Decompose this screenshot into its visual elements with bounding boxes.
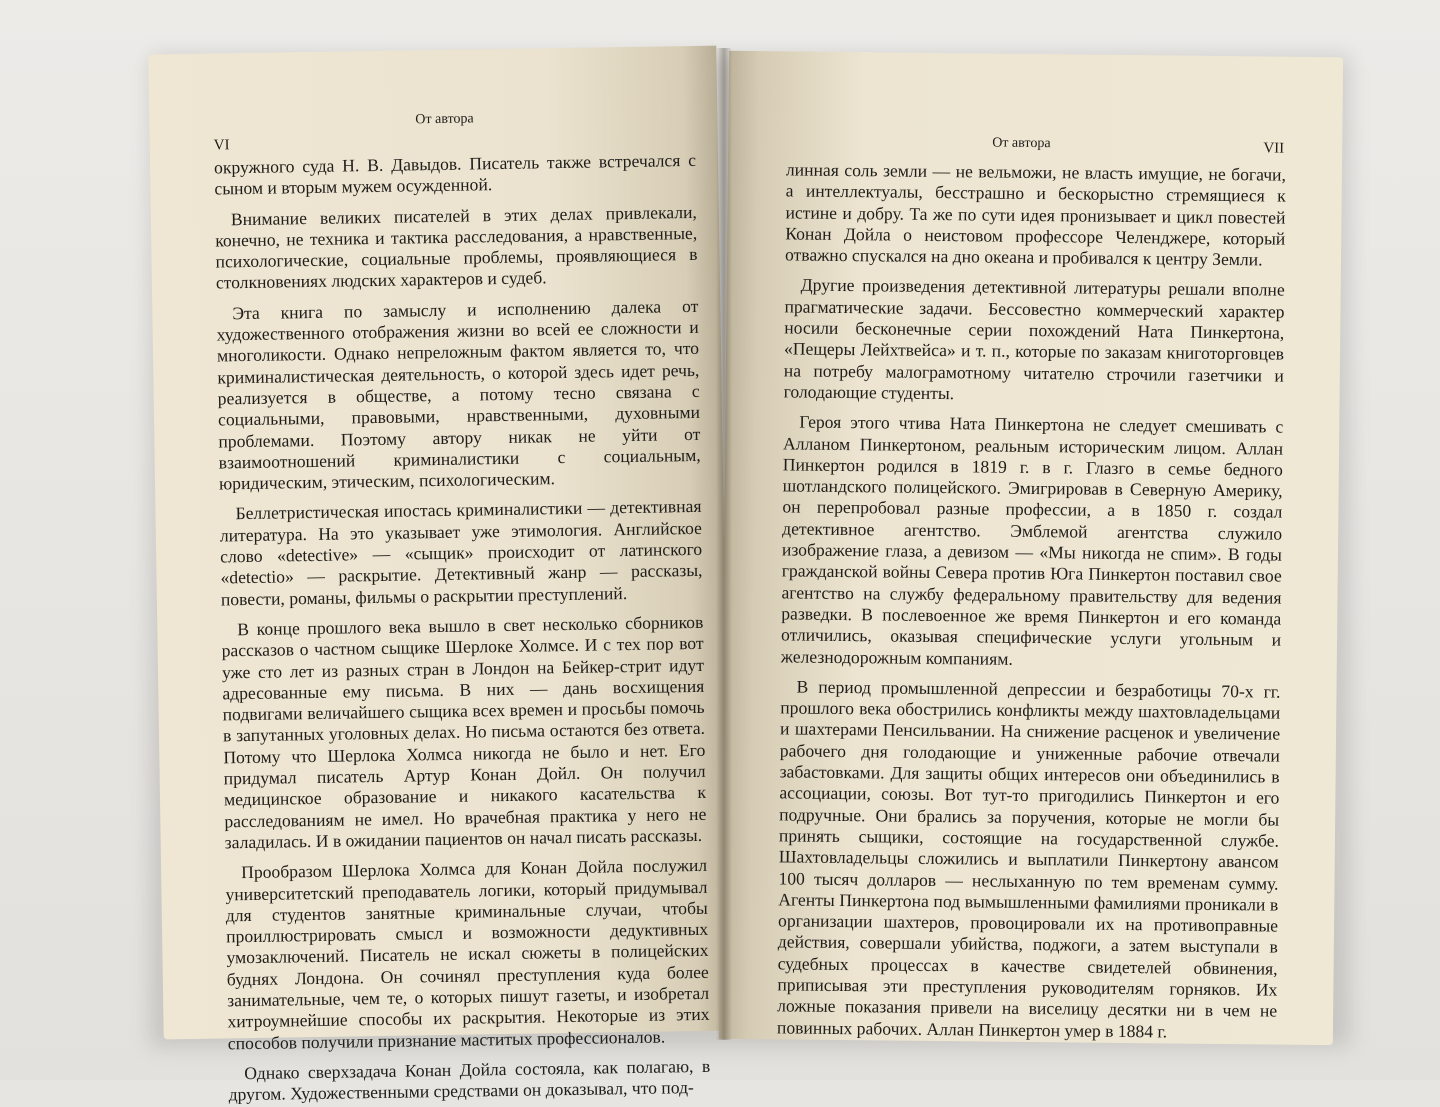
paragraph: линная соль земли — не вельможи, не власть имущие, не богачи, а интеллектуалы, бесстрашно и бескорыстно стремящиеся к истине и добру. Та же по сути идея пронизывает и цикл повестей Конан Дойла о неистовом профессоре Челенджере, который отважно спускался на дно океана и пробивался к центру Земли. xyxy=(784,159,1287,270)
paragraph: Беллетристическая ипостась криминалистики — детективная литература. На это указывает уже этимология. Английское слово «detective» — «сыщик» происходит от латинского «detectio» — раскрытие. Детективный жанр — рассказы, повести, романы, фильмы о раскрытии преступлений. xyxy=(219,496,703,610)
right-page-text xyxy=(777,159,1286,1043)
paragraph: В период промышленной депрессии и безработицы 70-х гг. прошлого века обострились конфликты между шахтовладельцами и шахтерами Пенсильвании. На снижение расценок и увеличение рабочего дня голодающие и униженные рабочие отвечали забастовками. Для защиты общих интересов они объединились в ассоциации, союзы. Вот тут-то пригодились Пинкертон и его подручные. Они брались за поручения, которые не могли бы принять сыщики, состоящие на государственной службе. Шахтовладельцы сложились и выплатили Пинкертону авансом 100 тысяч долларов — неслыханную по тем временам сумму. Агенты Пинкертона под вымышленными фамилиями проникали в организации шахтеров, провоцировали их на противоправные действия, совершали убийства, поджоги, а затем выступали в судебных процессах в качестве свидетелей обвинения, приписывая эти преступления руководителям горняков. Их ложные показания привели на виселицу десятки ни в чем не повинных рабочих. Аллан Пинкертон умер в 1884 г. xyxy=(776,676,1281,1042)
paragraph: Эта книга по замыслу и исполнению далека от художественного отображения жизни во всей ее сложности и многоликости. Однако непреложным фактом является то, что криминалистическая деятельность, о которой здесь идет речь, реализуется в обществе, а потому тесно связана с социальными, правовыми, нравственными, духовными проблемами. Поэтому автору никак не уйти от взаимоотношений криминалистики с социальным, юридическим, этическим, психологическим. xyxy=(216,295,701,494)
left-page-text xyxy=(214,150,711,1106)
right-page xyxy=(719,51,1343,1045)
right-running-head: От автора xyxy=(992,135,1051,152)
left-running-head: От автора xyxy=(415,111,474,128)
paragraph: Внимание великих писателей в этих делах привлекали, конечно, не техника и тактика расследования, а нравственные, психологические, социальные проблемы, проявляющиеся в столкновениях людских характеров и судеб. xyxy=(215,201,698,293)
paragraph: Однако сверхзадача Конан Дойла состояла, как полагаю, в другом. Художественными средствами он доказывал, что под- xyxy=(228,1055,711,1105)
paragraph: окружного суда Н. В. Давыдов. Писатель также встречался с сыном и вторым мужем осужденной. xyxy=(213,149,697,199)
book-gutter xyxy=(716,48,732,1040)
paragraph: Прообразом Шерлока Холмса для Конан Дойла послужил университетский преподаватель логики, который придумывал для студентов занятные криминальные случаи, чтобы проиллюстрировать смысл и возможности дедуктивных умозаключений. Писатель не искал сюжеты в полицейских буднях Лондона. Он сочинял преступления куда более занимательные, чем те, о которых пишут газеты, и изобретал хитроумнейшие способы их раскрытия. Некоторые из этих способов получили признание маститых профессионалов. xyxy=(225,855,710,1053)
left-page xyxy=(148,46,731,1105)
right-page-number: VII xyxy=(1263,140,1285,157)
paragraph: В конце прошлого века вышло в свет несколько сборников рассказов о частном сыщике Шерлоке Холмсе. И с тех пор вот уже сто лет из разных стран в Лондон на Бейкер-стрит идут адресованные ему письма. В них — дань восхищения подвигами величайшего сыщика всех времен и просьбы помочь в запутанных уголовных делах. Но письма остаются без ответа. Потому что Шерлока Холмса никогда не было и нет. Его придумал писатель Артур Конан Дойл. Он получил медицинское образование и никакого касательства к расследованиям не имел. Но врачебная практика у него не заладилась. И в ожидании пациентов он начал писать рассказы. xyxy=(221,611,707,853)
paragraph: Героя этого чтива Ната Пинкертона не следует смешивать с Алланом Пинкертоном, реальным историческим лицом. Аллан Пинкертон родился в 1819 г. в г. Глазго в семье бедного шотландского полицейского. Эмигрировав в Северную Америку, он перепробовал разные профессии, а в 1850 г. создал детективное агентство. Эмблемой агентства служило изображение глаза, а девизом — «Мы никогда не спим». В годы гражданской войны Севера против Юга Пинкертон поставил свое агентство на службу федеральному правительству для ведения разведки. В послевоенное же время Пинкертон и его команда отличились, оказывая специфические услуги угольным и железнодорожным компаниям. xyxy=(780,411,1284,669)
left-page-number: VI xyxy=(213,137,230,154)
paragraph: Другие произведения детективной литературы решали вполне прагматические задачи. Бессовестно коммерческий характер носили бесконечные серии похождений Ната Пинкертона, «Пещеры Лейхтвейса» и т. п., которые по заказам книготорговцев на потребу малограмотному читателю строчили газетчики и голодающие студенты. xyxy=(783,275,1285,404)
